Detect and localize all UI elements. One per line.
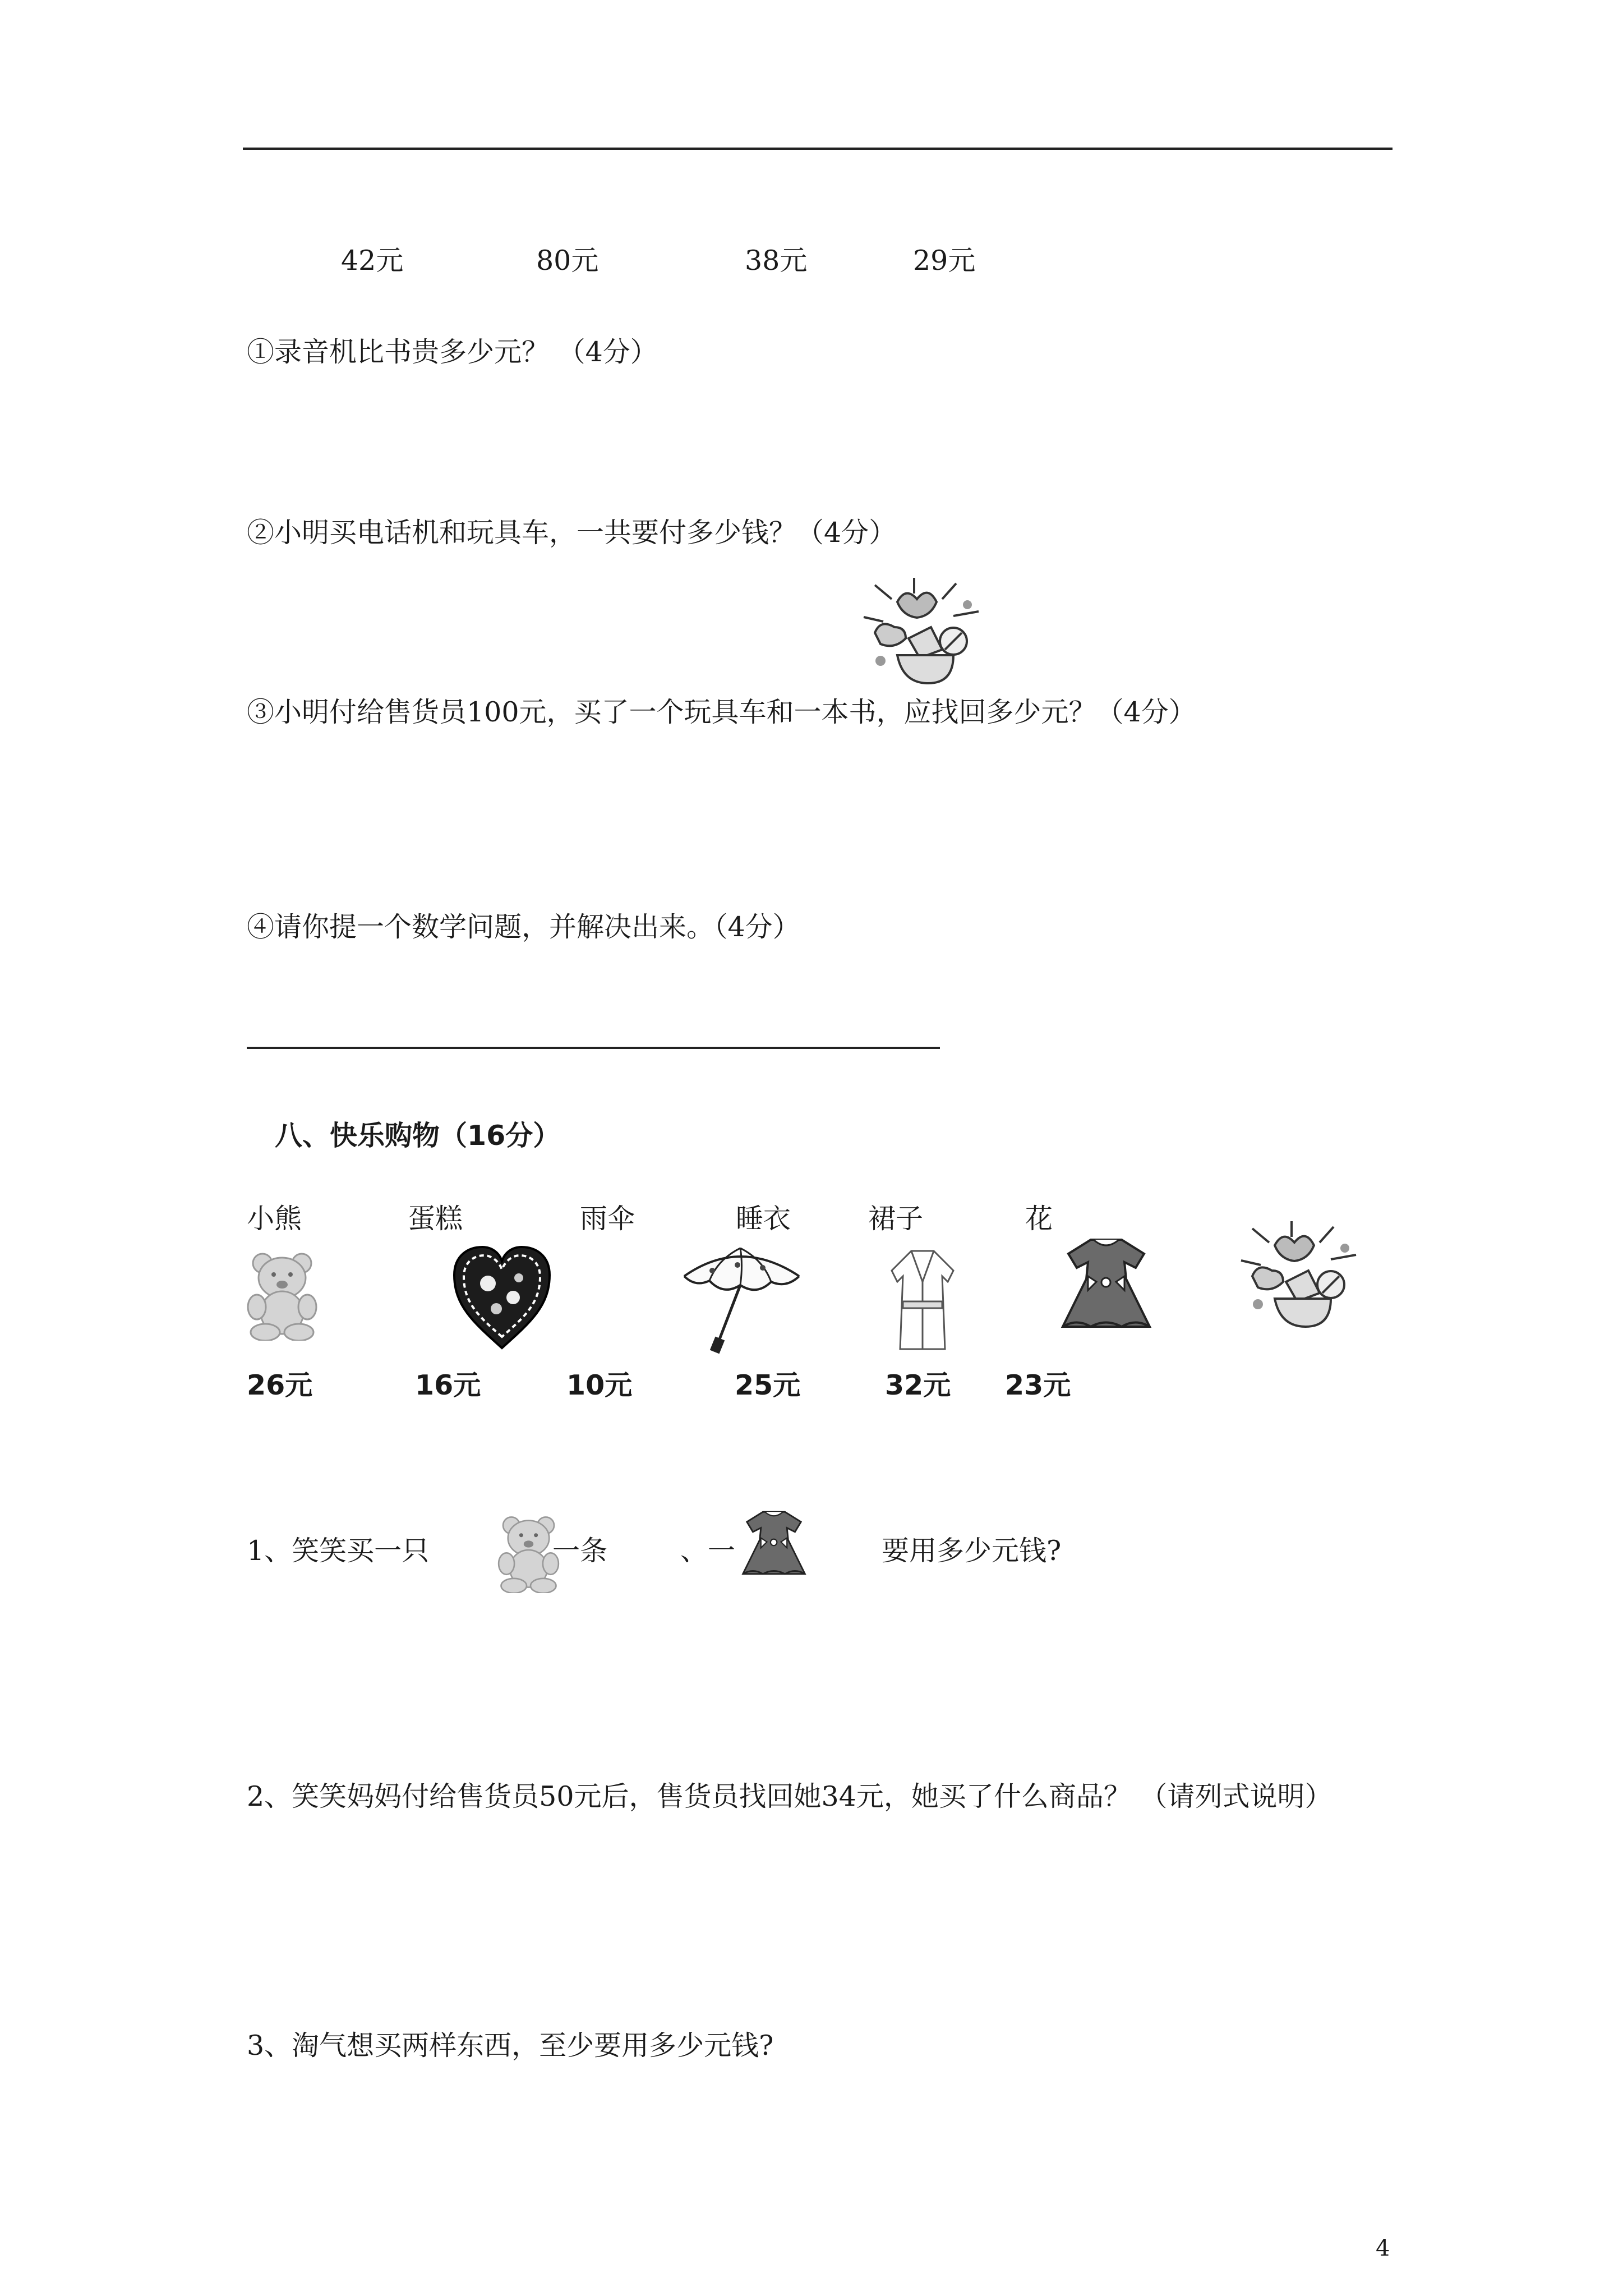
question-2: ②小明买电话机和玩具车，一共要付多少钱？（4分） <box>247 517 897 549</box>
question-1: ①录音机比书贵多少元？ （4分） <box>247 336 658 368</box>
teddy-bear-icon <box>496 1515 561 1593</box>
shopping-question-3: 3、淘气想买两样东西，至少要用多少元钱? <box>247 2030 774 2062</box>
item-price: 23元 <box>1005 1369 1071 1401</box>
shopping-question-2: 2、笑笑妈妈付给售货员50元后，售货员找回她34元，她买了什么商品？ （请列式说明） <box>247 1780 1332 1812</box>
shopping-question-1-d: 要用多少元钱? <box>882 1535 1062 1567</box>
teddy-bear-icon <box>246 1251 319 1341</box>
header-rule <box>243 148 1393 150</box>
question-3: ③小明付给售货员100元，买了一个玩具车和一本书，应找回多少元？（4分） <box>247 696 1196 728</box>
item-name: 蛋糕 <box>408 1203 463 1235</box>
item-price: 16元 <box>415 1369 481 1401</box>
item-price: 26元 <box>247 1369 313 1401</box>
item-price: 32元 <box>885 1369 951 1401</box>
section-title: 八、快乐购物（16分） <box>275 1120 561 1152</box>
robe-icon <box>886 1248 959 1352</box>
item-price: 25元 <box>735 1369 801 1401</box>
item-name: 小熊 <box>247 1203 302 1235</box>
page-number: 4 <box>1376 2235 1390 2261</box>
shopping-question-1-a: 1、笑笑买一只 <box>247 1535 430 1567</box>
price-label: 29元 <box>913 245 976 277</box>
item-name: 裙子 <box>868 1203 924 1235</box>
umbrella-icon <box>679 1243 805 1355</box>
item-name: 花 <box>1025 1203 1053 1235</box>
item-name: 雨伞 <box>580 1203 635 1235</box>
item-price: 10元 <box>566 1369 633 1401</box>
dress-icon <box>740 1508 808 1578</box>
heart-cake-icon <box>451 1244 552 1351</box>
shopping-question-1-b: 一条 <box>552 1535 608 1567</box>
question-4: ④请你提一个数学问题，并解决出来。（4分） <box>247 911 800 943</box>
flower-vase-icon <box>858 577 987 689</box>
price-label: 42元 <box>341 245 404 277</box>
price-label: 80元 <box>536 245 599 277</box>
answer-line <box>247 1047 940 1049</box>
item-name: 睡衣 <box>736 1203 791 1235</box>
shopping-question-1-c: 、一 <box>680 1535 736 1567</box>
price-label: 38元 <box>745 245 808 277</box>
dress-icon <box>1060 1234 1152 1332</box>
flower-vase-icon <box>1235 1220 1364 1332</box>
